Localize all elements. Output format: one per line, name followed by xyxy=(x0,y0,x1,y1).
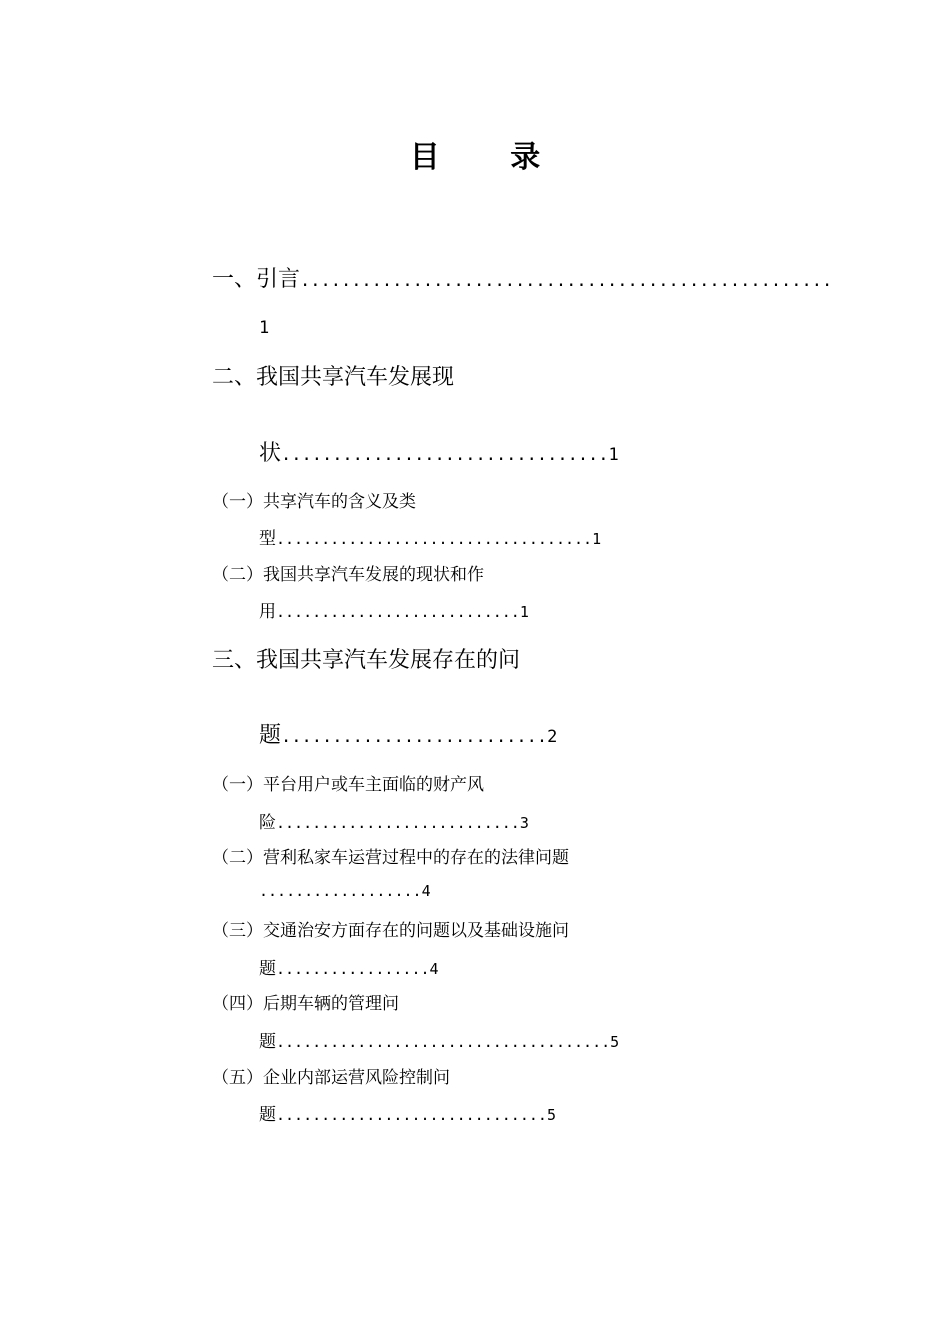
toc-entry-text: （四）后期车辆的管理问 xyxy=(212,994,399,1014)
toc-entry-text: （一）共享汽车的含义及类 xyxy=(212,492,416,512)
toc-leader-dots: .................. xyxy=(259,882,422,900)
toc-entry-text: 二、我国共享汽车发展现 xyxy=(212,365,455,390)
toc-entry-section-3-5[interactable] xyxy=(212,1063,450,1088)
toc-entry-text: 题 xyxy=(259,1105,276,1125)
toc-entry-continuation xyxy=(259,597,529,622)
toc-entry-text: 三、我国共享汽车发展存在的问 xyxy=(212,648,521,673)
toc-entry-section-2-2[interactable] xyxy=(212,560,484,585)
toc-leader-dots: ................. xyxy=(276,960,430,978)
toc-entry-text: 险 xyxy=(259,813,276,833)
toc-entry-text: 用 xyxy=(259,602,276,622)
toc-leader-dots: ................................... xyxy=(276,530,593,548)
toc-page-number: 1 xyxy=(592,530,602,548)
toc-entry-text: （二）营利私家车运营过程中的存在的法律问题 xyxy=(212,848,569,868)
toc-entry-section-3[interactable] xyxy=(212,643,520,674)
toc-leader-dots: ................................ xyxy=(281,445,609,465)
toc-entry-text: 题 xyxy=(259,1032,276,1052)
toc-page-number: 4 xyxy=(421,882,431,900)
toc-entry-section-2[interactable] xyxy=(212,360,454,391)
toc-entry-section-3-2[interactable] xyxy=(212,843,569,868)
toc-page-number: 1 xyxy=(519,603,529,621)
toc-leader-dots: ..................................... xyxy=(276,1033,611,1051)
toc-entry-text: （一）平台用户或车主面临的财产风 xyxy=(212,775,484,795)
toc-entry-text: 状 xyxy=(259,441,282,466)
toc-page-number: 4 xyxy=(429,960,439,978)
toc-page-number: 1 xyxy=(259,318,270,338)
toc-entry-page-row xyxy=(259,314,269,339)
toc-leader-dots: .................................................... xyxy=(300,271,833,291)
toc-entry-introduction[interactable] xyxy=(212,262,832,293)
toc-entry-text: 一、引言 xyxy=(212,267,301,292)
toc-entry-text: （二）我国共享汽车发展的现状和作 xyxy=(212,565,484,585)
toc-page-number: 3 xyxy=(519,814,529,832)
toc-entry-section-3-4[interactable] xyxy=(212,989,399,1014)
toc-entry-continuation xyxy=(259,1100,556,1125)
toc-entry-section-3-1[interactable] xyxy=(212,770,484,795)
toc-leader-dots: .............................. xyxy=(276,1106,547,1124)
toc-entry-text: （五）企业内部运营风险控制问 xyxy=(212,1068,450,1088)
toc-entry-continuation xyxy=(259,524,601,549)
toc-page-number: 5 xyxy=(610,1033,620,1051)
toc-entry-text: 题 xyxy=(259,959,276,979)
toc-entry-continuation xyxy=(259,718,557,749)
toc-entry-continuation xyxy=(259,881,431,901)
toc-leader-dots: ........................... xyxy=(276,814,520,832)
toc-page-number: 5 xyxy=(546,1106,556,1124)
toc-entry-text: 题 xyxy=(259,723,282,748)
toc-leader-dots: .......................... xyxy=(281,727,548,747)
toc-entry-section-2-1[interactable] xyxy=(212,487,416,512)
toc-page-number: 1 xyxy=(608,445,619,465)
toc-page-number: 2 xyxy=(547,727,558,747)
toc-entry-continuation xyxy=(259,808,529,833)
toc-entry-text: （三）交通治安方面存在的问题以及基础设施问 xyxy=(212,921,569,941)
toc-entry-continuation xyxy=(259,436,619,467)
toc-entry-continuation xyxy=(259,1027,619,1052)
toc-entry-text: 型 xyxy=(259,529,276,549)
toc-leader-dots: ........................... xyxy=(276,603,520,621)
toc-title: 目 录 xyxy=(409,140,571,175)
toc-entry-section-3-3[interactable] xyxy=(212,916,569,941)
toc-entry-continuation xyxy=(259,954,439,979)
